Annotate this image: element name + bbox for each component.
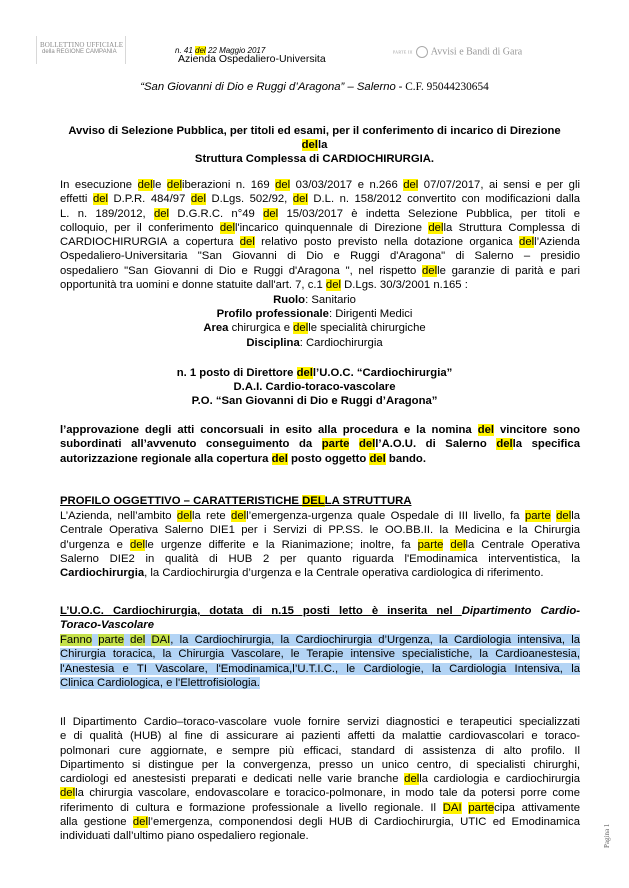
line-text (60, 773, 580, 785)
text-segment: 15/03/2017 è indetta Selezione Pubblica, per titoli e (278, 207, 580, 220)
page-number: Pagina 1 (603, 823, 611, 848)
text-segment: ospedaliero "San Giovanni di Dio e Ruggi d'Aragona ", nel rispetto (60, 264, 422, 277)
highlight: parte (468, 801, 495, 814)
line-text (60, 553, 580, 565)
text-segment: subordinati all’avvenuto conseguimento da (60, 438, 322, 451)
line-text (60, 816, 580, 828)
highlight: parte (321, 438, 350, 451)
highlight: del (271, 452, 288, 465)
ruolo-label: Ruolo (273, 294, 306, 306)
text-segment: la cardiologia e cardiochirurgia (419, 773, 580, 786)
text-segment: D.L. n. 158/2012 convertito con modificazioni dalla (307, 193, 581, 206)
text-line (60, 452, 580, 466)
bold-text: Cardiochirurgia (60, 567, 145, 580)
text-line (60, 786, 580, 800)
text-segment: la rete (192, 510, 232, 522)
text-segment: l’emergenza-urgenza quale Ospedale di III livello, fa (246, 510, 525, 522)
line-text (60, 265, 580, 277)
text-segment: Centrale Operativa Salerno DIE1 per i Servizi di PP.SS. le OO.BB.II. la Medicina e la Chirurgia (60, 524, 580, 537)
line-text (60, 787, 580, 799)
text-segment: opportunità tra uomini e donne statuite dall'art. 7, c.1 (60, 279, 326, 292)
intro-paragraph (60, 178, 580, 292)
text-segment: l'Anestesia e TI Vascolare, l'Emodinamica,l’U.T.I.C., le Cardiologie, la Cardiologia Intensiva, la (60, 662, 580, 675)
line-text (60, 802, 580, 814)
highlight-green: parte (98, 634, 124, 646)
line-text (60, 510, 580, 522)
text-segment: iberazioni n. 169 (182, 179, 276, 191)
heading-part: Dipartimento Cardio- (461, 605, 580, 617)
bulletin-region: della REGIONE CAMPANIA (42, 49, 117, 55)
text-segment: Ospedaliero-Universitaria "San Giovanni di Dio e Ruggi d'Aragona" di Salerno – presidio (60, 250, 580, 263)
highlight: del (219, 221, 235, 234)
line-text (60, 193, 580, 205)
line-text (60, 179, 580, 191)
issue-date: 22 Maggio 2017 (205, 46, 266, 55)
profilo-line (0, 307, 629, 321)
text-segment: , la Cardiochirurgia, la Cardiochirurgia d’Urgenza, la Cardiologia intensiva, la (170, 634, 581, 646)
text-segment (349, 438, 359, 450)
line-text (60, 279, 468, 291)
text-segment: e di qualità (HUB) al fine di assicurare ai pazienti affetti da malattie cardiovascolari e toraco- (60, 730, 580, 743)
line-text (60, 830, 309, 842)
bulletin-title: BOLLETTINO UFFICIALE (40, 41, 124, 49)
text-line (60, 523, 580, 537)
institution-name: Azienda Ospedaliero-Universita (178, 53, 326, 65)
text-segment: D.G.R.C. n°49 (169, 207, 264, 220)
post-text: n. 1 posto di Direttore (176, 367, 297, 379)
line-text (60, 567, 544, 579)
text-segment: autorizzazione regionale alla copertura (60, 452, 272, 465)
highlight: del (450, 538, 466, 551)
highlight: del (129, 538, 146, 551)
institution-subtitle (0, 81, 629, 93)
heading-line: Toraco-Vascolare (60, 619, 154, 632)
highlight: del (132, 816, 148, 829)
text-segment: individuati dall’ultimo piano ospedaliero regionale. (60, 830, 309, 843)
section-1-paragraph (60, 509, 580, 580)
text-line (60, 207, 580, 221)
highlight: del (296, 367, 313, 379)
section-name: Avvisi e Bandi di Gara (430, 46, 523, 58)
heading-line (60, 604, 580, 618)
text-segment: colloquio, per il conferimento (60, 221, 220, 234)
highlight: del (477, 424, 495, 436)
highlight: del (519, 236, 535, 249)
text-segment: bando. (385, 452, 426, 465)
text-segment: CARDIOCHIRURGIA a copertura (60, 236, 240, 249)
line-text (60, 438, 580, 450)
line-text (60, 524, 580, 536)
text-segment: L. n. 189/2012, (60, 207, 154, 220)
text-segment: effetti (60, 193, 93, 206)
text-segment: L’Azienda, nell’ambito (60, 510, 177, 522)
post-line-3: P.O. “San Giovanni di Dio e Ruggi d’Aragona” (191, 395, 438, 408)
text-segment: l’approvazione degli atti concorsuali in esito alla procedura e la nomina (60, 424, 478, 436)
text-segment: Dipartimento si distingue per la convergenza, presso un unico centro, di specialisti chirurghi, (60, 758, 580, 771)
text-segment: l'incarico quinquennale di Direzione (234, 221, 429, 234)
highlight: del (293, 322, 309, 335)
highlight: del (404, 773, 420, 786)
post-line-1 (0, 366, 629, 380)
area-line (0, 321, 629, 335)
notice-title (0, 124, 629, 167)
heading-text (60, 495, 411, 507)
heading-part: L’U.O.C. Cardiochirurgia, dotata di n.15 posti letto è inserita nel (60, 605, 462, 617)
tax-code: - C.F. 95044230654 (395, 81, 489, 93)
title-line-1: Avviso di Selezione Pubblica, per titoli ed esami, per il conferimento di incarico di Direzione (68, 125, 561, 137)
area-value: le specialità chirurgiche (308, 322, 426, 335)
highlight: del (358, 438, 376, 451)
text-line (60, 192, 580, 206)
text-segment: Salerno DIE2 in qualità di HUB 2 per quanto riguarda l'Emodinamica interventistica, la (60, 552, 580, 565)
section-3-paragraph (60, 715, 580, 844)
bulletin-logo (36, 36, 126, 64)
text-segment: Clinica Cardiologica, e l'Elettrofisiologia. (60, 676, 260, 689)
line-text (60, 208, 580, 220)
title-line-3: Struttura Complessa di CARDIOCHIRURGIA. (194, 153, 435, 166)
highlight-green: DAI (151, 634, 171, 646)
heading-part: PROFILO OGGETTIVO – CARATTERISTICHE (60, 495, 303, 507)
text-segment: polmonari cure aggiornate, e sempre più efficaci, standard di assistenza di alto profilo. Il (60, 744, 580, 757)
highlight: del (153, 207, 170, 220)
highlight: del (92, 193, 109, 206)
highlight: del (301, 139, 318, 152)
text-segment: la (571, 510, 580, 522)
highlight: del (60, 787, 76, 800)
text-segment: cipa attivamente (494, 801, 581, 814)
text-segment: alla gestione (60, 816, 133, 829)
text-segment: la chirurgia vascolare, endovascolare e toracico-polmonare, in modo tale da potersi porre come (75, 787, 580, 800)
hospital-name: “San Giovanni di Dio e Ruggi d’Aragona” – Salerno (140, 81, 396, 93)
highlight: del (422, 264, 438, 277)
highlight: DAI (442, 801, 462, 814)
highlight-green: Fanno (60, 634, 93, 646)
post-line-2: D.A.I. Cardio-toraco-vascolare (233, 381, 396, 394)
line-text (60, 236, 580, 248)
profilo-value: : Dirigenti Medici (328, 308, 413, 321)
section-2-paragraph[interactable] (60, 633, 580, 690)
text-segment: vincitore sono (494, 424, 580, 436)
highlight: del (190, 193, 206, 206)
text-line (60, 729, 580, 743)
text-segment: cardiologi ed anestesisti preparati e dedicati nelle varie branche (60, 773, 405, 786)
text-segment: posto oggetto (287, 452, 370, 465)
text-segment: la Struttura Complessa di (443, 221, 580, 234)
text-segment: D.Lgs. 30/3/2001 n.165 : (341, 279, 468, 292)
disciplina-line (0, 336, 629, 350)
text-line (60, 676, 580, 690)
text-line (60, 221, 580, 235)
selected-text[interactable] (60, 634, 580, 646)
text-segment: , la Cardiochirurgia d’urgenza e la Centrale operativa cardiologica di riferimento. (144, 567, 544, 580)
text-line (60, 566, 580, 580)
text-line (60, 264, 580, 278)
part-label: PARTE III (393, 49, 413, 55)
text-line (60, 772, 580, 786)
ruolo-line (0, 293, 629, 307)
title-line-2 (0, 138, 629, 152)
line-text (60, 424, 580, 436)
text-line (60, 278, 580, 292)
profilo-label: Profilo professionale (216, 308, 329, 321)
highlight: del (231, 510, 247, 522)
text-line (60, 801, 580, 815)
highlight: del (137, 179, 153, 191)
highlight: del (292, 193, 308, 206)
issue-number: n. 41 (175, 46, 193, 55)
text-line (60, 744, 580, 758)
highlight: del (428, 221, 444, 234)
text-segment: 07/07/2017, ai sensi e per gli (418, 179, 580, 191)
highlight: del (166, 179, 182, 191)
text-line (60, 509, 580, 523)
highlight: del (325, 279, 341, 292)
highlight: parte (524, 510, 551, 522)
text-line (60, 249, 580, 263)
line-text (60, 539, 580, 551)
line-text (60, 730, 580, 742)
highlight: del (263, 207, 279, 220)
line-text (60, 222, 580, 234)
post-text: l’U.O.C. “Cardiochirurgia” (312, 367, 453, 379)
text-segment: d’urgenza e (60, 538, 130, 551)
highlight: del (176, 510, 192, 522)
text-line (60, 552, 580, 566)
text-segment: In esecuzione (60, 179, 138, 191)
text-line (60, 633, 580, 647)
highlight: del (369, 452, 386, 465)
text-line (60, 815, 580, 829)
highlight: DEL (302, 495, 325, 507)
highlight: parte (417, 538, 444, 551)
text-line (60, 662, 580, 676)
title-text: la (317, 139, 328, 152)
seal-icon (416, 46, 428, 58)
line-text (60, 759, 580, 771)
text-segment: le garanzie di parità e pari (437, 264, 580, 277)
text-segment: relativo posto previsto nella dotazione organica (254, 236, 520, 249)
text-segment: 03/03/2017 e n.266 (290, 179, 404, 191)
selected-text[interactable] (60, 677, 260, 689)
text-segment: le urgenze differite e la Rianimazione; inoltre, fa (145, 538, 418, 551)
text-line (60, 647, 580, 661)
highlight: del (556, 510, 572, 522)
section-label (393, 46, 522, 58)
text-segment: la Centrale Operativa (465, 538, 581, 551)
text-line (60, 538, 580, 552)
text-line (60, 715, 580, 729)
disciplina-value: : Cardiochirurgia (299, 336, 383, 349)
text-segment: D.Lgs. 502/92, (205, 193, 293, 206)
text-line (60, 178, 580, 192)
heading-part: LA STRUTTURA (324, 495, 412, 507)
text-segment: Chirurgia toracica, la Chirurgia Vascolare, le Terapie intensive specialistiche, la Cardioanestesia, (60, 648, 580, 661)
text-segment: Il Dipartimento Cardio–toraco-vascolare vuole fornire servizi diagnostici e terapeutici specializzati (60, 716, 580, 728)
line-text (60, 453, 426, 465)
line-text (60, 716, 580, 728)
ruolo-value: : Sanitario (305, 294, 356, 306)
text-line (60, 423, 580, 437)
disciplina-label: Disciplina (246, 336, 300, 349)
highlight: del (403, 179, 419, 191)
text-segment: riferimento di cultura e formazione professionale a livello regionale. Il (60, 801, 443, 814)
profile-block (0, 293, 629, 350)
text-segment: la specifica (512, 438, 580, 451)
area-value: chirurgica e (228, 322, 294, 335)
text-segment: le (152, 179, 167, 191)
post-block (0, 366, 629, 409)
section-2-heading (60, 604, 580, 633)
line-text (60, 250, 580, 262)
issue-del: del (195, 46, 206, 55)
text-segment: D.P.R. 484/97 (108, 193, 191, 206)
text-segment: l’emergenza, componendosi degli HUB di Cardiochirurgia, UTIC ed Emodinamica (147, 816, 580, 829)
area-label: Area (203, 322, 229, 335)
selected-text[interactable] (60, 663, 580, 675)
line-text (60, 745, 580, 757)
selected-text[interactable] (60, 648, 580, 660)
text-line (60, 829, 580, 843)
text-segment: l’A.O.U. di Salerno (375, 438, 497, 451)
highlight: del (239, 236, 255, 249)
text-line (60, 235, 580, 249)
highlight: del (275, 179, 291, 191)
highlight-green: del (130, 634, 146, 646)
text-segment: l’Azienda (534, 236, 580, 249)
text-line (60, 758, 580, 772)
section-1-heading (60, 494, 580, 508)
highlight: del (496, 438, 513, 451)
text-line (60, 437, 580, 451)
approval-paragraph (60, 423, 580, 466)
